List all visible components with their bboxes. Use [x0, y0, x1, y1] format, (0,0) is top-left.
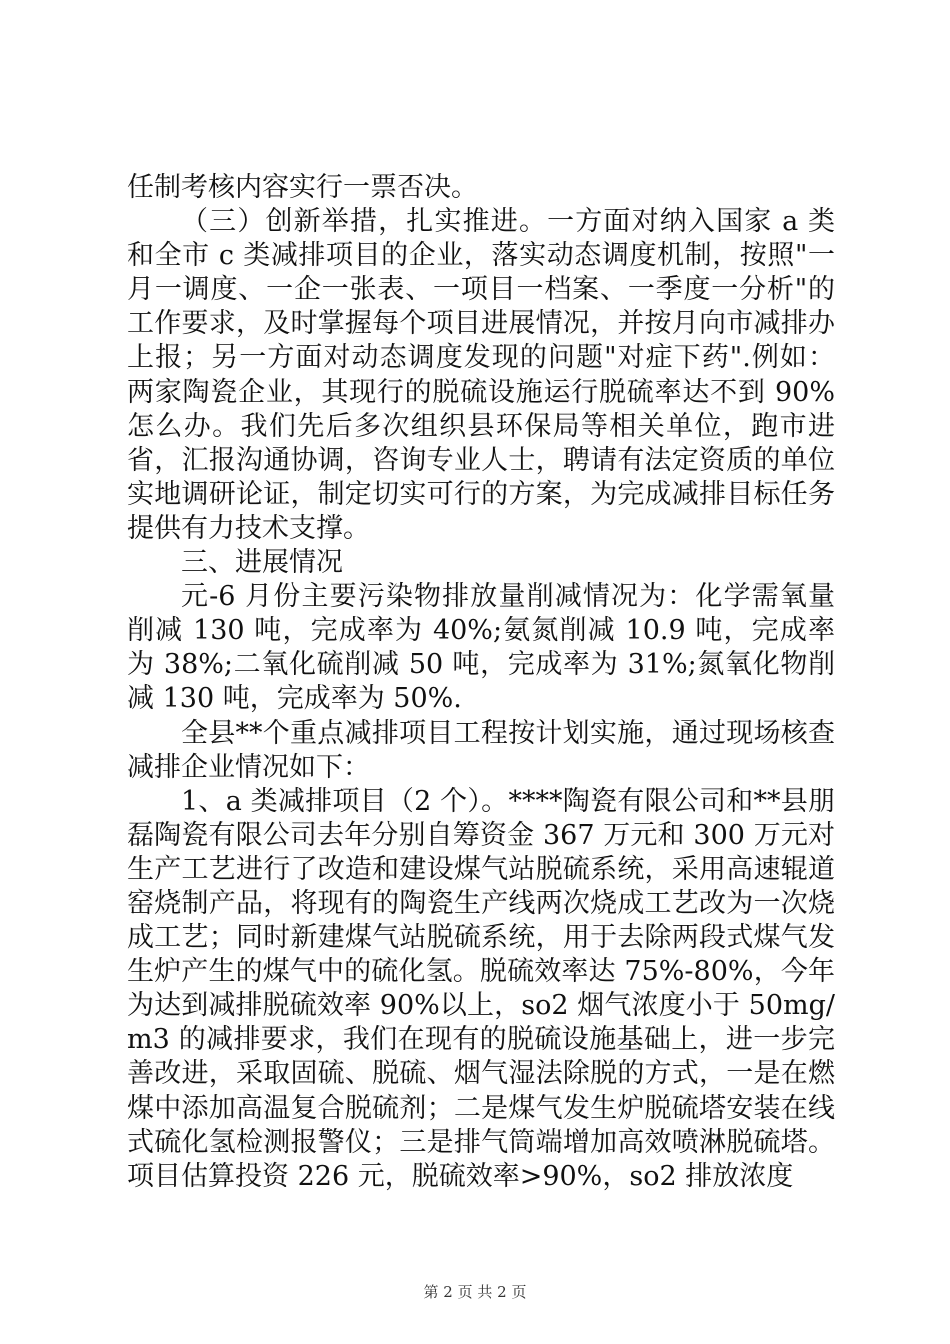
paragraph-emission-reduction: 元-6 月份主要污染物排放量削减情况为：化学需氧量削减 130 吨，完成率为 40%;氨氮削减 10.9 吨，完成率为 38%;二氧化硫削减 50 吨，完成率为 31%;氮氧化物削减 130 吨，完成率为 50%. — [127, 581, 835, 715]
paragraph-innovation-measures: （三）创新举措，扎实推进。一方面对纳入国家 a 类和全市 c 类减排项目的企业，落实动态调度机制，按照"一月一调度、一企一张表、一项目一档案、一季度一分析"的工作要求，及时掌握每个项目进展情况，并按月向市减排办上报；另一方面对动态调度发现的问题"对症下药".例如：两家陶瓷企业，其现行的脱硫设施运行脱硫率达不到 90%怎么办。我们先后多次组织县环保局等相关单位，跑市进省，汇报沟通协调，咨询专业人士，聘请有法定资质的单位实地调研论证，制定切实可行的方案，为完成减排目标任务提供有力技术支撑。 — [127, 206, 835, 544]
section-heading-progress: 三、进展情况 — [181, 547, 343, 579]
paragraph-class-a-projects: 1、a 类减排项目（2 个）。****陶瓷有限公司和**县朋磊陶瓷有限公司去年分别自筹资金 367 万元和 300 万元对生产工艺进行了改造和建设煤气站脱硫系统，采用高速辊道窑烧制产品，将现有的陶瓷生产线两次烧成工艺改为一次烧成工艺；同时新建煤气站脱硫系统，用于去除两段式煤气发生炉产生的煤气中的硫化氢。脱硫效率达 75%-80%，今年为达到减排脱硫效率 90%以上，so2 烟气浓度小于 50mg/m3 的减排要求，我们在现有的脱硫设施基础上，进一步完善改进，采取固硫、脱硫、烟气湿法除脱的方式，一是在燃煤中添加高温复合脱硫剂；二是煤气发生炉脱硫塔安装在线式硫化氢检测报警仪；三是排气筒端增加高效喷淋脱硫塔。项目估算投资 226 元，脱硫效率>90%，so2 排放浓度 — [127, 785, 835, 1192]
paragraph-accountability: 任制考核内容实行一票否决。 — [127, 172, 478, 203]
paragraph-key-projects: 全县**个重点减排项目工程按计划实施，通过现场核查减排企业情况如下： — [127, 717, 835, 783]
page-footer: 第 2 页 共 2 页 — [423, 1283, 527, 1301]
document-body — [127, 171, 835, 1194]
